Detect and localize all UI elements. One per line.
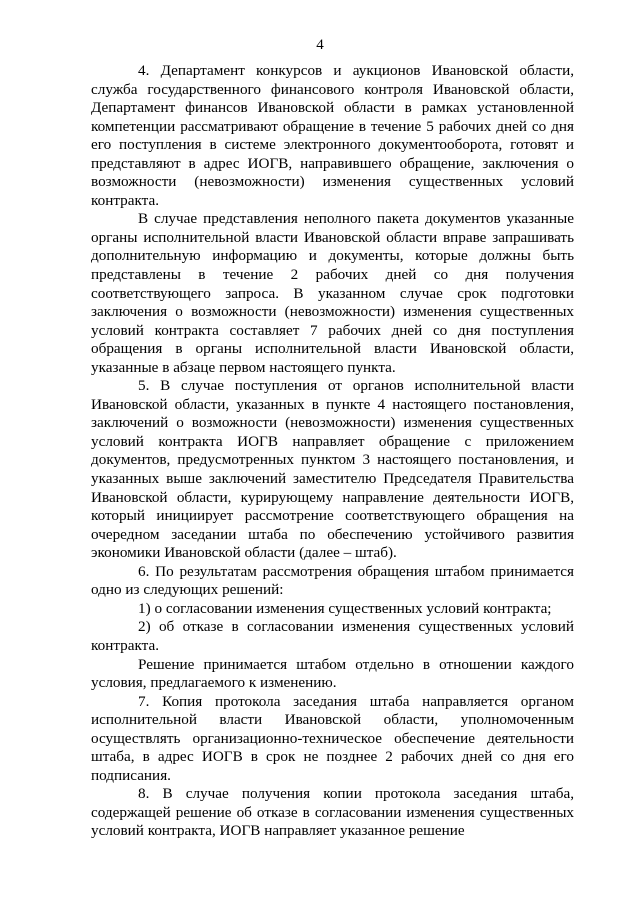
paragraph-item-6: 6. По результатам рассмотрения обращения штабом принимается одно из следующих решений: [91, 562, 574, 599]
paragraph-item-7: 7. Копия протокола заседания штаба направляется органом исполнительной власти Ивановской области, уполномоченным осуществлять организационно-техническое обеспечение деятельности штаба, в адрес ИОГВ в срок не позднее 2 рабочих дней со дня его подписания. [91, 692, 574, 784]
paragraph-incomplete-package: В случае представления неполного пакета документов указанные органы исполнительной власти Ивановской области вправе запрашивать дополнительную информацию и документы, которые должны быть представлены в течение 2 рабочих дней со дня получения соответствующего запроса. В указанном случае срок подготовки заключения о возможности (невозможности) изменения существенных условий контракта составляет 7 рабочих дней со дня поступления обращения в органы исполнительной власти Ивановской области, указанные в абзаце первом настоящего пункта. [91, 210, 574, 376]
paragraph-decision-per-condition: Решение принимается штабом отдельно в отношении каждого условия, предлагаемого к изменению. [91, 655, 574, 692]
paragraph-item-4: 4. Департамент конкурсов и аукционов Ивановской области, служба государственного финансового контроля Ивановской области, Департамент финансов Ивановской области в рамках установленной компетенции рассматривают обращение в течение 5 рабочих дней со дня его поступления в системе электронного документооборота, готовят и представляют в адрес ИОГВ, направившего обращение, заключения о возможности (невозможности) изменения существенных условий контракта. [91, 62, 574, 209]
paragraph-decision-2: 2) об отказе в согласовании изменения существенных условий контракта. [91, 618, 574, 654]
paragraph-item-8: 8. В случае получения копии протокола заседания штаба, содержащей решение об отказе в согласовании изменения существенных условий контракта, ИОГВ направляет указанное решение [91, 785, 574, 840]
paragraph-item-5: 5. В случае поступления от органов исполнительной власти Ивановской области, указанных в пункте 4 настоящего постановления, заключений о возможности (невозможности) изменения существенных условий контракта ИОГВ направляет обращение с приложением документов, предусмотренных пунктом 3 настоящего постановления, и указанных выше заключений заместителю Председателя Правительства Ивановской области, курирующему направление деятельности ИОГВ, который инициирует рассмотрение соответствующего обращения на очередном заседании штаба по обеспечению устойчивого развития экономики Ивановской области (далее – штаб). [91, 377, 574, 562]
document-body [91, 62, 574, 841]
page-number: 4 [316, 37, 324, 53]
paragraph-decision-1: 1) о согласовании изменения существенных условий контракта; [138, 599, 552, 617]
